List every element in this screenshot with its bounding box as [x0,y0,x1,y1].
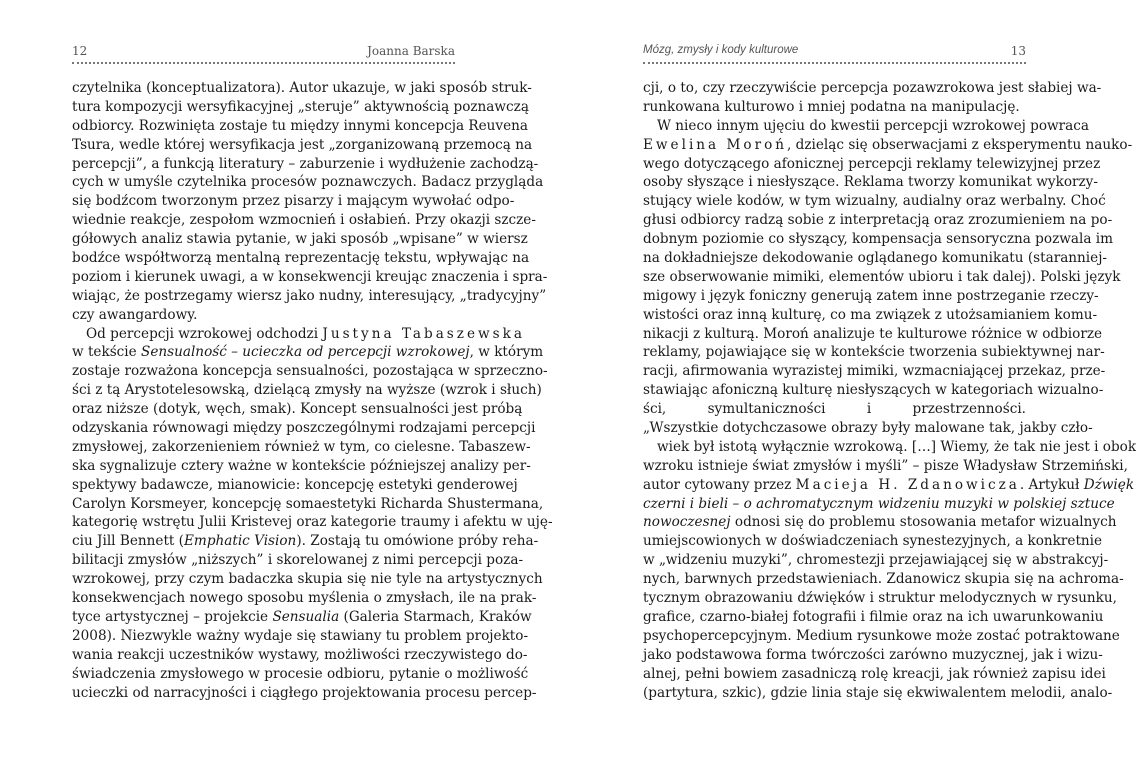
text-run: w tekście [72,344,137,361]
text-line: jako podstawowa forma twórczości zarówno muzycznej, jak i wizu- [643,646,1103,663]
author-name: Ewelina Moroń [643,136,788,153]
text-line: 2008). Niezwykle ważny wydaje się stawiany tu problem projekto- [72,627,529,644]
text-line: tura kompozycji wersyfikacyjnej „steruje” aktywnością poznawczą [72,98,529,115]
text-line: migowy i język foniczny generują zatem inne postrzeganie rzeczy- [643,287,1099,304]
project-title: Sensualia [272,608,340,625]
text-run: autor cytowany przez [643,476,792,493]
text-run: tyce artystycznej – projekcie [72,608,269,625]
left-body-text [72,79,553,702]
text-line: cych w umyśle czytelnika procesów poznawczych. Badacz przygląda [72,174,544,191]
text-line: zmysłowej, zakorzenieniem również w tym, co cielesne. Tabaszew- [72,438,531,455]
text-line: wistości oraz inną kulturę, co ma związek z utożsamianiem komu- [643,306,1098,323]
text-line: świadczenia zmysłowego w procesie odbioru, pytanie o możliwość [72,665,529,682]
text-run: ). Zostają tu omówione próby reha- [296,533,539,550]
text-line: Carolyn Korsmeyer, koncepcję somaestetyki Richarda Shustermana, [72,495,544,512]
text-line: stawiając afoniczną kulturę niesłyszących w kategoriach wizualno- [643,382,1104,399]
text-run: (Galeria Starmach, Kraków [343,608,532,625]
text-run: Od percepcji wzrokowej odchodzi [86,325,319,342]
text-line: ści z tą Arystotelesowską, dzielącą zmysły na wyższe (wzrok i słuch) [72,382,542,399]
article-title: Dźwięk [1083,476,1135,493]
work-title: Emphatic Vision [184,533,297,550]
text-line [72,343,544,362]
text-line: grafice, czarno-białej fotografii i filmie oraz na ich uwarunkowaniu [643,608,1104,625]
text-line: sze obserwowanie mimiki, elementów ubioru i tak dalej). Polski język [643,268,1121,285]
text-run: , w którym [469,344,544,361]
text-line: ucieczki od narracyjności i ciągłego projektowania procesu percep- [72,684,537,701]
article-title: Sensualność – ucieczka od percepcji wzrokowej [141,344,470,361]
text-line [72,608,532,627]
text-run: odnosi się do problemu stosowania metafor wizualnych [734,514,1117,531]
text-line: głusi odbiorcy radzą sobie z interpretacją oraz zrozumieniem na po- [643,212,1113,229]
text-line: wiając, że postrzegamy wiersz jako nudny, interesujący, „tradycyjny” [72,287,547,304]
text-line: cji, o to, czy rzeczywiście percepcja pozawzrokowa jest słabiej wa- [643,80,1102,96]
text-line: kategorię wstrętu Julii Kristevej oraz kategorie traumy i afektu w uję- [72,514,553,531]
text-line: W nieco innym ujęciu do kwestii percepcji wzrokowej powraca [657,117,1089,134]
text-line: odbiorcy. Rozwinięta zostaje tu między innymi koncepcja Reuvena [72,117,529,134]
text-line: nikacji z kulturą. Moroń analizuje te kulturowe różnice w odbiorze [643,325,1103,342]
text-line: umiejscowionych w doświadczeniach synestezyjnych, a konkretnie [643,533,1103,550]
text-line: osoby słyszące i niesłyszące. Reklama tworzy komunikat wykorzy- [643,174,1098,191]
text-line: wzroku istnieje świat zmysłów i myśli” – pisze Władysław Strzemiński, [643,457,1128,474]
text-line: reklamy, pojawiające się w kontekście tworzenia subiektywnej nar- [643,344,1105,361]
text-line: czy awangardowy. [72,306,198,323]
text-line: wiek był istotą wyłącznie wzrokową. […] Wiemy, że tak nie jest i obok [657,438,1136,455]
text-line: runkowana kulturowo i mniej podatna na manipulację. [643,98,1020,115]
text-line: konsekwencjach nowego sposobu myślenia o zmysłach, ile na prak- [72,590,537,607]
text-run: . Artykuł [1019,476,1080,493]
text-line: czytelnika (konceptualizatora). Autor ukazuje, w jaki sposób struk- [72,80,532,96]
text-run: ciu Jill Bennett ( [72,533,184,550]
text-line: odzyskania równowagi między poszczególnymi rodzajami percepcji [72,420,536,437]
text-line: racji, afirmowania wyrazistej mimiki, wzmacniającej przekaz, prze- [643,363,1106,380]
text-line: tycznym obrazowaniu dźwięków i struktur melodycznych w rysunku, [643,590,1117,607]
text-line: nych, barwnych przedstawieniach. Zdanowicz skupia się na achroma- [643,571,1124,588]
text-line: wania reakcji uczestników wystawy, możliwości rzeczywistego do- [72,646,528,663]
text-line: poziom i kierunek uwagi, a w konsekwencji kreując znaczenia i spra- [72,268,548,285]
right-running-header [643,44,1026,64]
text-line: wego dotyczącego afonicznej percepcji reklamy telewizyjnej przez [643,155,1101,172]
page-number: 12 [72,44,88,58]
text-line [72,325,525,344]
running-head: Mózg, zmysły i kody kulturowe [643,44,799,56]
text-line: gółowych analiz stawia pytanie, w jaki sposób „wpisane” w wiersz [72,231,528,248]
text-line: alnej, pełni bowiem zasadniczą rolę kreacji, jak również zapisu idei [643,665,1106,682]
author-name: Justyna Tabaszewska [322,325,525,342]
text-line: na dokładniejsze dekodowanie oglądanego komunikatu (staranniej- [643,250,1108,267]
right-body-text [643,79,1136,702]
text-line: bodźce współtworzą mentalną reprezentację tekstu, wpływając na [72,250,530,267]
text-line: się bodźcom tworzonym przez pisarzy i mającym wywołać odpo- [72,193,515,210]
text-line: spektywy badawcze, mianowicie: koncepcję estetyki genderowej [72,476,518,493]
text-line: bilitacji zmysłów „niższych” i skorelowanej z nimi percepcji poza- [72,552,524,569]
article-title: nowoczesnej [643,514,731,531]
text-line: (partytura, szkic), gdzie linia staje się ekwiwalentem melodii, analo- [643,684,1113,701]
text-line: zostaje rozważona koncepcja sensualności, pozostająca w sprzeczno- [72,363,548,380]
article-title: czerni i bieli – o achromatycznym widzeniu muzyki w polskiej sztuce [643,495,1115,512]
text-line: Tsura, wedle której wersyfikacja jest „zorganizowaną przemocą na [72,136,533,153]
text-line: ska sygnalizuje cztery ważne w kontekście późniejszej analizy per- [72,457,531,474]
text-line [643,136,1133,155]
text-line: percepcji”, a funkcją literatury – zaburzenie i wydłużenie zachodzą- [72,155,539,172]
text-line: oraz niższe (dotyk, węch, smak). Koncept sensualności jest próbą [72,401,523,418]
running-head: Joanna Barska [367,44,455,58]
page-number: 13 [1010,44,1026,58]
text-line: wzrokowej, przy czym badaczka skupia się nie tyle na artystycznych [72,571,543,588]
text-line [643,513,1117,532]
left-running-header [72,44,455,64]
text-line: ści, symultaniczności i przestrzenności. [643,401,1026,418]
text-run: , dzieląc się obserwacjami z eksperymentu nauko- [787,136,1133,153]
author-name: Macieja H. Zdanowicza [795,476,1020,493]
text-line: w „widzeniu muzyki”, chromestezji przejawiającej się w abstrakcyj- [643,552,1109,569]
text-line: psychopercepcyjnym. Medium rysunkowe może zostać potraktowane [643,627,1120,644]
text-line [643,476,1135,495]
text-line: dobnym poziomie co słyszący, kompensacja sensoryczna pozwala im [643,231,1113,248]
text-line: wiednie reakcje, zespołom wzmocnień i osłabień. Przy okazji szcze- [72,212,536,229]
text-line [643,495,1115,514]
text-line: „Wszystkie dotychczasowe obrazy były malowane tak, jakby czło- [643,420,1093,437]
text-line [72,532,539,551]
text-line: stujący wiele kodów, w tym wizualny, audialny oraz werbalny. Choć [643,193,1106,210]
